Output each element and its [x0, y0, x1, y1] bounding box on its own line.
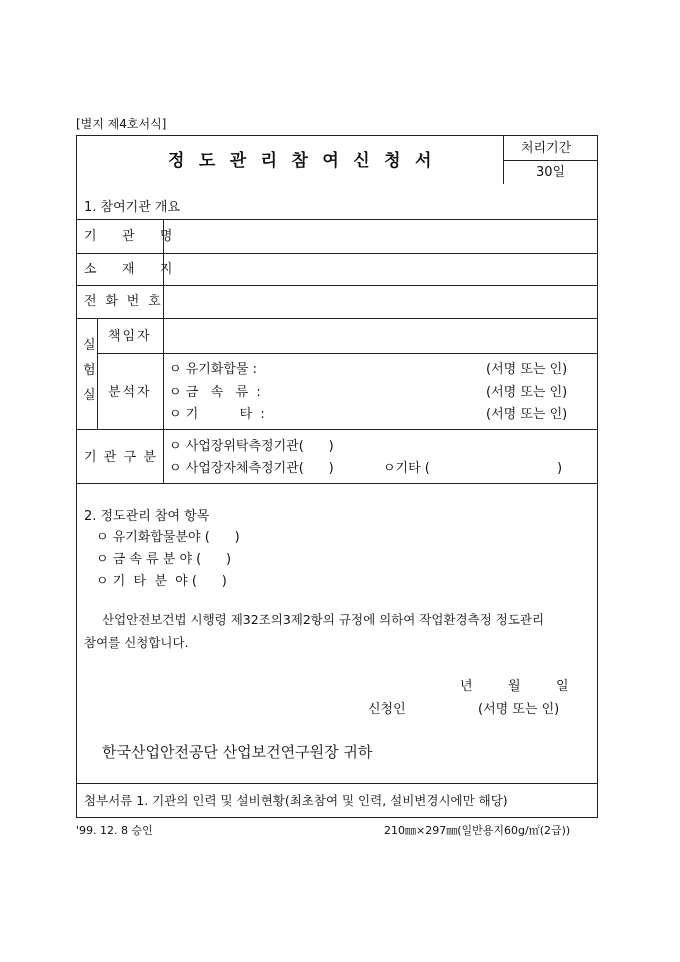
location-label: 소 재 지: [84, 262, 176, 277]
phone-label: 전 화 번 호: [84, 294, 164, 309]
processing-period-label: 처리기간: [521, 141, 572, 156]
date-year: 년: [460, 679, 473, 694]
section2-heading: 2. 정도관리 참여 항목: [84, 509, 210, 524]
paper-spec: 210㎜×297㎜(일반용지60g/㎡(2급)): [384, 824, 571, 837]
manager-field[interactable]: [164, 319, 596, 352]
org-type-label: 기 관 구 분: [84, 450, 158, 465]
org-type-self[interactable]: ㅇ 사업장자체측정기관( ): [169, 461, 334, 476]
statement-line: 산업안전보건법 시행령 제32조의3제2항의 규정에 의하여 작업환경측정 정도관리: [102, 612, 545, 627]
approval-date: '99. 12. 8 승인: [76, 824, 153, 837]
addressee: 한국산업안전공단 산업보건연구원장 귀하: [102, 743, 373, 761]
analyst-item-label: ㅇ 유기화합물 :: [169, 362, 257, 377]
lab-label-char: 실: [83, 388, 96, 403]
applicant-name-field[interactable]: [410, 700, 472, 718]
org-type-other-close: ): [557, 461, 563, 476]
org-name-label: 기 관 명: [84, 229, 176, 244]
analyst-item-sign: (서명 또는 인): [486, 385, 568, 400]
form-code: [별지 제4호서식]: [76, 117, 167, 131]
section1-heading: 1. 참여기관 개요: [84, 200, 181, 215]
applicant-label: 신청인: [368, 702, 406, 717]
phone-field[interactable]: [164, 286, 596, 317]
location-field[interactable]: [164, 254, 596, 284]
participation-item[interactable]: ㅇ 기 타 분 야 ( ): [96, 574, 227, 589]
analyst-item-sign: (서명 또는 인): [486, 362, 568, 377]
analyst-label: 분석자: [108, 385, 152, 400]
processing-period-value: 30일: [536, 165, 566, 180]
org-type-other[interactable]: ㅇ기타 (: [383, 461, 430, 476]
org-name-field[interactable]: [164, 220, 596, 252]
manager-label: 책임자: [108, 329, 152, 344]
lab-label-char: 실: [83, 338, 96, 353]
applicant-sign: (서명 또는 인): [478, 702, 560, 717]
date-day: 일: [556, 679, 569, 694]
lab-label-char: 험: [83, 363, 96, 378]
analyst-item-label: ㅇ 기 타 :: [169, 407, 265, 422]
attachment-note: 첨부서류 1. 기관의 인력 및 설비현황(최초참여 및 인력, 설비변경시에만 해당): [84, 793, 508, 808]
participation-item[interactable]: ㅇ 유기화합물분야 ( ): [96, 530, 240, 545]
date-month: 월: [508, 679, 521, 694]
participation-item[interactable]: ㅇ 금 속 류 분 야 ( ): [96, 552, 232, 567]
analyst-item-sign: (서명 또는 인): [486, 407, 568, 422]
statement-line: 참여를 신청합니다.: [84, 635, 189, 650]
form-title: 정도관리참여신청서: [168, 151, 446, 171]
analyst-item-label: ㅇ 금 속 류 :: [169, 385, 261, 400]
org-type-consignment[interactable]: ㅇ 사업장위탁측정기관( ): [169, 439, 334, 454]
